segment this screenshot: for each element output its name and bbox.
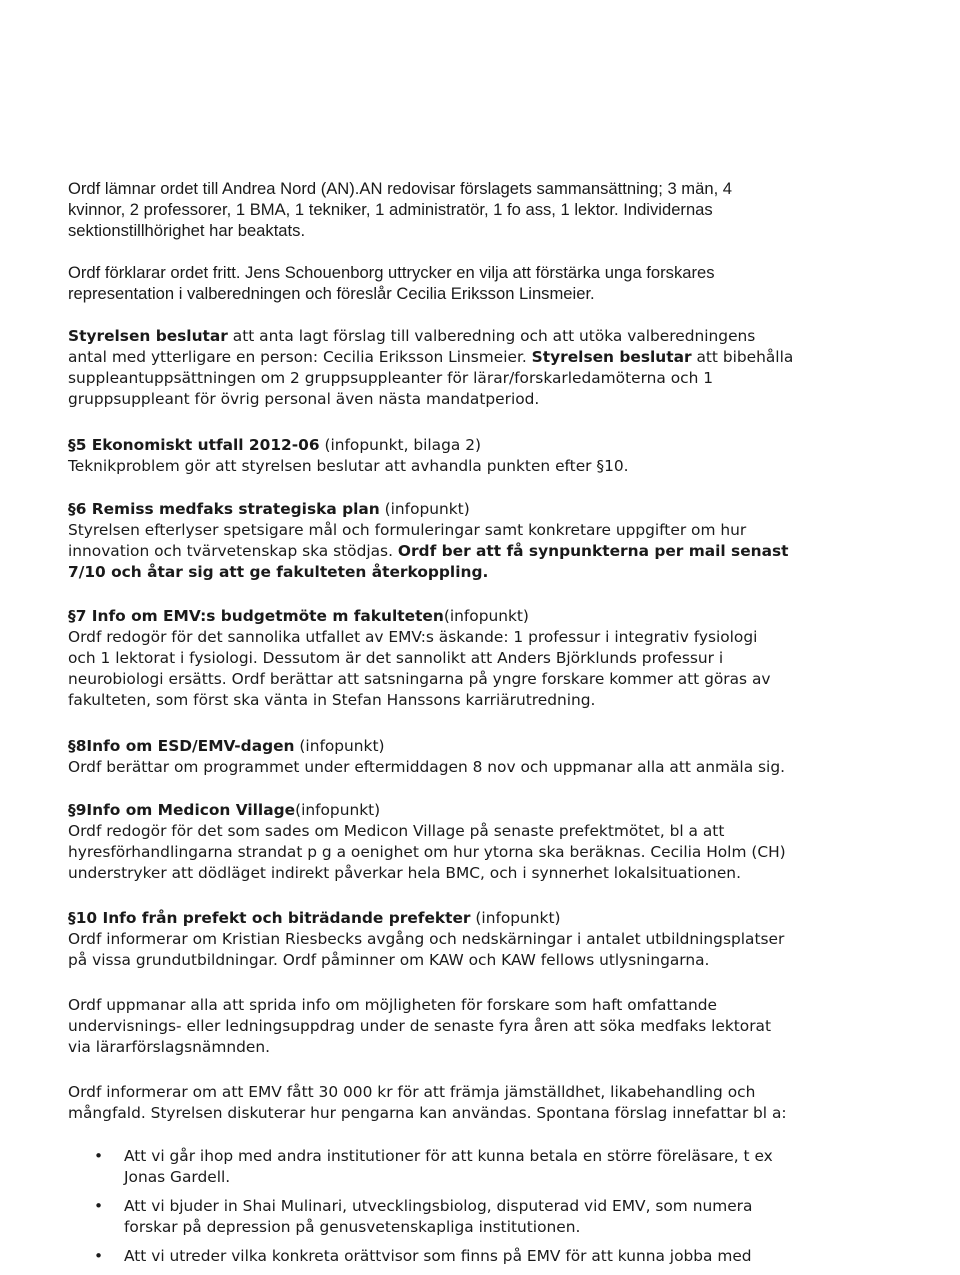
section-heading <box>68 499 920 520</box>
text-line: Ordf lämnar ordet till Andrea Nord (AN).AN redovisar förslagets sammansättning; 3 män, 4 <box>68 179 733 198</box>
section-10 <box>68 908 920 971</box>
text-line: Att vi bjuder in Shai Mulinari, utvecklingsbiolog, disputerad vid EMV, som numera <box>124 1197 753 1215</box>
heading-suffix: (infopunkt) <box>470 909 561 927</box>
text-line: mångfald. Styrelsen diskuterar hur pengarna kan användas. Spontana förslag innefattar bl a: <box>68 1104 787 1122</box>
text-line <box>68 541 920 562</box>
text-line: Styrelsen efterlyser spetsigare mål och formuleringar samt konkretare uppgifter om hur <box>68 521 747 539</box>
text-line: Teknikproblem gör att styrelsen beslutar att avhandla punkten efter §10. <box>68 457 629 475</box>
paragraph-ordet-fritt <box>68 262 920 304</box>
paragraph-lektorat <box>68 995 920 1058</box>
section-heading <box>68 606 920 627</box>
text-span: att bibehålla <box>691 348 794 366</box>
text-span: innovation och tvärvetenskap ska stödjas. <box>68 542 398 560</box>
heading-suffix: (infopunkt) <box>294 737 385 755</box>
bullet-icon: • <box>94 1197 104 1215</box>
heading-bold: §5 Ekonomiskt utfall 2012-06 <box>68 436 320 454</box>
text-line: och 1 lektorat i fysiologi. Dessutom är det sannolikt att Anders Björklunds professur i <box>68 649 724 667</box>
section-9 <box>68 800 920 884</box>
bullet-icon: • <box>94 1147 104 1165</box>
text-line: Jonas Gardell. <box>124 1168 231 1186</box>
section-8 <box>68 736 920 778</box>
text-line: undervisnings- eller ledningsuppdrag under de senaste fyra åren att söka medfaks lektorat <box>68 1017 772 1035</box>
text-line: kvinnor, 2 professorer, 1 BMA, 1 tekniker, 1 administratör, 1 fo ass, 1 lektor. Individernas <box>68 200 713 219</box>
list-item <box>68 1196 920 1238</box>
text-line: på vissa grundutbildningar. Ordf påminner om KAW och KAW fellows utlysningarna. <box>68 951 710 969</box>
text-line: neurobiologi ersätts. Ordf berättar att satsningarna på yngre forskare kommer att göras av <box>68 670 771 688</box>
list-item <box>68 1146 920 1188</box>
heading-number: §6 <box>68 500 92 518</box>
paragraph-jamstalldhet <box>68 1082 920 1124</box>
decision-bold: Styrelsen beslutar <box>531 348 692 366</box>
text-line: fakulteten, som först ska vänta in Stefan Hanssons karriärutredning. <box>68 691 596 709</box>
text-line: gruppsuppleant för övrig personal även nästa mandatperiod. <box>68 390 540 408</box>
request-bold: Ordf ber att få synpunkterna per mail senast <box>397 542 789 560</box>
text-line: representation i valberedningen och föreslår Cecilia Eriksson Linsmeier. <box>68 284 595 303</box>
heading-bold: Remiss medfaks strategiska plan <box>91 500 380 518</box>
text-line: Ordf uppmanar alla att sprida info om möjligheten för forskare som haft omfattande <box>68 996 717 1014</box>
text-line <box>68 347 920 368</box>
text-line: Ordf förklarar ordet fritt. Jens Schouenborg uttrycker en vilja att förstärka unga forskares <box>68 263 715 282</box>
text-line: Ordf redogör för det sannolika utfallet av EMV:s äskande: 1 professur i integrativ fysiologi <box>68 628 758 646</box>
section-heading <box>68 908 920 929</box>
section-heading <box>68 736 920 757</box>
text-line <box>68 326 920 347</box>
heading-bold: §10 Info från prefekt och biträdande prefekter <box>68 909 471 927</box>
suggestion-list <box>68 1146 920 1275</box>
section-heading <box>68 435 920 456</box>
text-line: hyresförhandlingarna strandat p g a oenighet om hur ytorna ska beräknas. Cecilia Holm (CH) <box>68 843 786 861</box>
section-6 <box>68 499 920 583</box>
text-line: Att vi går ihop med andra institutioner för att kunna betala en större föreläsare, t ex <box>124 1147 773 1165</box>
heading-suffix: (infopunkt) <box>443 607 529 625</box>
section-5 <box>68 435 920 477</box>
heading-bold: §7 Info om EMV:s budgetmöte m fakulteten <box>68 607 444 625</box>
text-line: Ordf informerar om att EMV fått 30 000 kr för att främja jämställdhet, likabehandling och <box>68 1083 756 1101</box>
text-line: Ordf redogör för det som sades om Medicon Village på senaste prefektmötet, bl a att <box>68 822 725 840</box>
text-line: Ordf informerar om Kristian Riesbecks avgång och nedskärningar i antalet utbildningsplatser <box>68 930 785 948</box>
list-item <box>68 1246 920 1267</box>
text-line: understryker att dödläget indirekt påverkar hela BMC, och i synnerhet lokalsituationen. <box>68 864 741 882</box>
heading-bold: §9Info om Medicon Village <box>68 801 296 819</box>
text-line <box>68 562 920 583</box>
text-line: sektionstillhörighet har beaktats. <box>68 221 306 240</box>
text-line: via lärarförslagsnämnden. <box>68 1038 270 1056</box>
heading-suffix: (infopunkt) <box>379 500 470 518</box>
text-line: forskar på depression på genusvetenskapliga institutionen. <box>124 1218 581 1236</box>
heading-bold: §8Info om ESD/EMV-dagen <box>68 737 295 755</box>
text-line: Att vi utreder vilka konkreta orättvisor som finns på EMV för att kunna jobba med <box>124 1247 752 1265</box>
text-line: Ordf berättar om programmet under eftermiddagen 8 nov och uppmanar alla att anmäla sig. <box>68 758 785 776</box>
bullet-icon: • <box>94 1247 104 1265</box>
text-span: att anta lagt förslag till valberedning och att utöka valberedningens <box>227 327 756 345</box>
request-bold: 7/10 och åtar sig att ge fakulteten återkoppling. <box>68 563 489 581</box>
heading-suffix: (infopunkt) <box>295 801 381 819</box>
paragraph-valberedning-intro <box>68 178 920 241</box>
section-7 <box>68 606 920 711</box>
text-span: antal med ytterligare en person: Cecilia Eriksson Linsmeier. <box>68 348 532 366</box>
heading-suffix: (infopunkt, bilaga 2) <box>319 436 481 454</box>
paragraph-styrelsen-beslutar <box>68 326 920 410</box>
decision-bold: Styrelsen beslutar <box>68 327 228 345</box>
text-line: suppleantuppsättningen om 2 gruppsuppleanter för lärar/forskarledamöterna och 1 <box>68 369 714 387</box>
section-heading <box>68 800 920 821</box>
